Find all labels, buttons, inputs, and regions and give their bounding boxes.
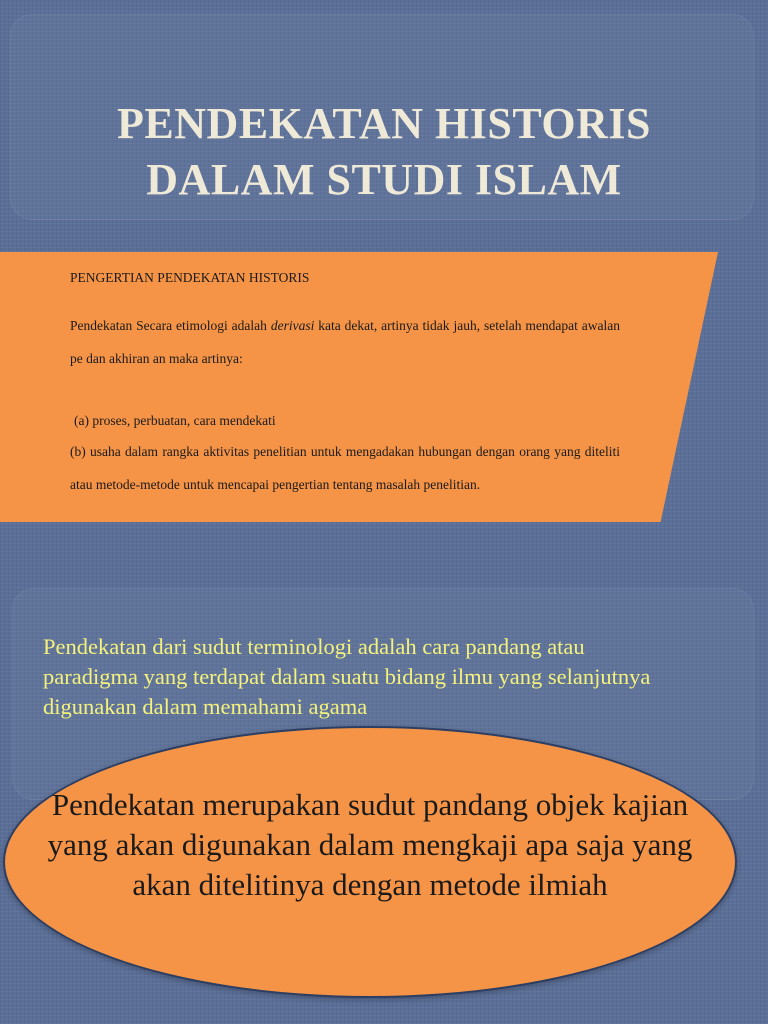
definition-text-end: kata dekat, artinya tidak jauh, setelah mendapat awalan pe dan akhiran an maka artinya: <box>70 318 621 366</box>
definition-italic-term: derivasi <box>270 318 315 333</box>
definition-heading: PENGERTIAN PENDEKATAN HISTORIS <box>70 270 310 285</box>
slide-title: PENDEKATAN HISTORIS DALAM STUDI ISLAM <box>117 99 651 204</box>
definition-paragraph <box>70 309 620 375</box>
terminology-text: Pendekatan dari sudut terminologi adalah cara pandang atau paradigma yang terdapat dalam suatu bidang ilmu yang selanjutnya digunakan dalam memahami agama <box>43 634 651 719</box>
definition-text-start: Pendekatan Secara etimologi adalah <box>70 318 271 333</box>
ellipse-text: Pendekatan merupakan sudut pandang objek kajian yang akan digunakan dalam mengkaji apa saja yang akan ditelitinya dengan metode ilmiah <box>47 787 693 902</box>
definition-option-b: (b) usaha dalam rangka aktivitas penelitian untuk mengadakan hubungan dengan orang yang diteliti atau metode-metode untuk mencapai pengertian tentang masalah penelitian. <box>70 444 620 492</box>
definition-block <box>70 265 620 501</box>
definition-option-a: (a) proses, perbuatan, cara mendekati <box>74 413 276 428</box>
